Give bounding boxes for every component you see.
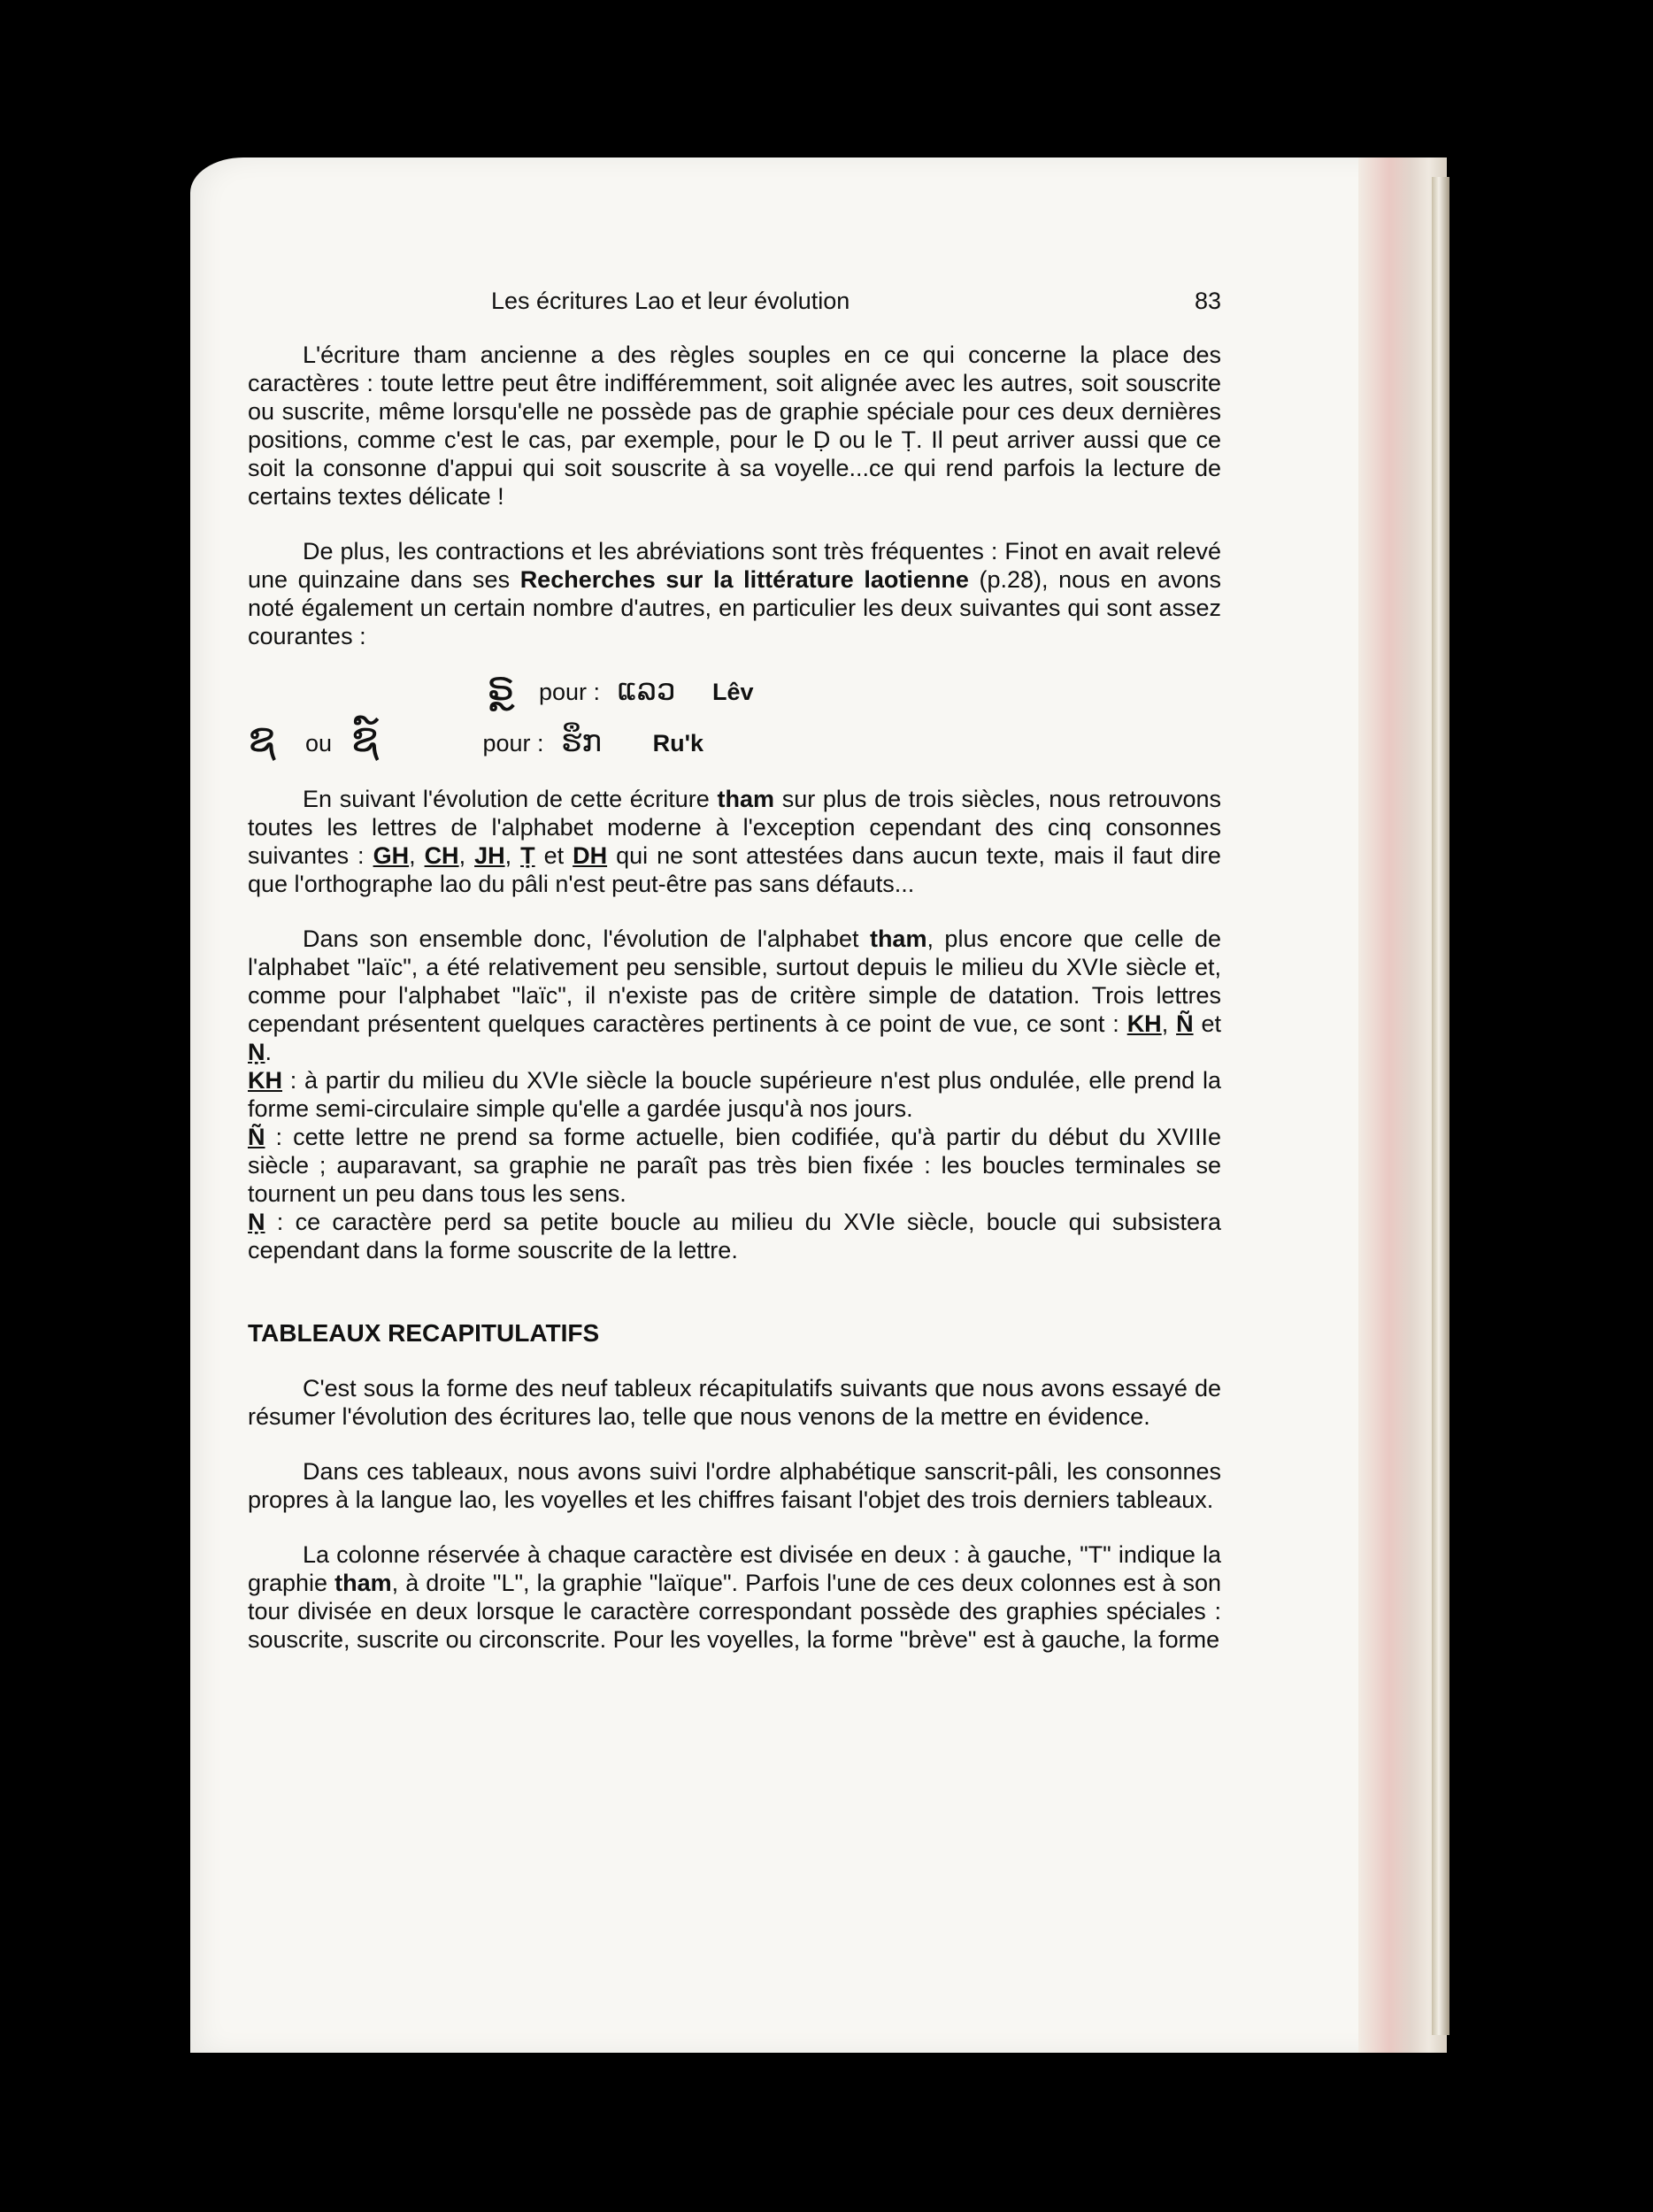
pour-label: pour : bbox=[538, 679, 601, 705]
abbreviation-glyph-alt: ຊ໌ bbox=[350, 713, 379, 761]
note-kh bbox=[248, 1066, 1221, 1123]
letter-dh: DH bbox=[573, 842, 608, 869]
running-title: Les écritures Lao et leur évolution bbox=[491, 288, 850, 314]
page-body bbox=[248, 341, 1221, 1680]
example-row-2 bbox=[248, 713, 704, 761]
full-form-glyph: ຮຶກ bbox=[561, 724, 603, 759]
paragraph-3: En suivant l'évolution de cette écriture tham sur plus de trois siècles, nous retrouvons toutes les lettres de l'alphabet moderne à l'exception cependant des cinq consonnes suivantes : GH, CH, JH, Ṭ et DH qui ne sont attestées dans aucun texte, mais il faut dire que l'orthographe lao du pâli n'est peut-être pas sans défauts... bbox=[248, 786, 1222, 897]
note-ny bbox=[248, 1123, 1221, 1208]
example-row-1 bbox=[487, 662, 754, 710]
paragraph-2-text-end: (p.28), nous en avons noté également un certain nombre d'autres, en particulier les deux suivantes qui sont assez courantes : bbox=[248, 566, 1221, 649]
book-title: Recherches sur la littérature laotienne bbox=[519, 566, 969, 593]
abbreviation-examples bbox=[248, 662, 1221, 778]
term-tham: tham bbox=[334, 1570, 392, 1596]
text: et bbox=[1193, 1010, 1221, 1037]
letter-kh: KH bbox=[1126, 1010, 1162, 1037]
note-label: Ṇ bbox=[248, 1209, 265, 1235]
text: sur plus de trois siècles, nous retrouvons toutes les lettres de l'alphabet moderne à l'exception cependant des cinq consonnes suivantes : bbox=[248, 786, 1222, 869]
abbreviation-glyph: ຊ bbox=[248, 713, 276, 761]
note-text: : ce caractère perd sa petite boucle au milieu du XVIe siècle, boucle qui subsistera cependant dans la forme souscrite de la lettre. bbox=[248, 1209, 1221, 1263]
term-tham: tham bbox=[869, 926, 927, 952]
note-label: Ñ bbox=[248, 1124, 265, 1150]
paragraph-6: Dans ces tableaux, nous avons suivi l'ordre alphabétique sanscrit-pâli, les consonnes propres à la langue lao, les voyelles et les chiffres faisant l'objet des trois derniers tableaux. bbox=[248, 1458, 1221, 1513]
note-text: : cette lettre ne prend sa forme actuelle, bien codifiée, qu'à partir du début du XVIIIe siècle ; auparavant, sa graphie ne paraît pas très bien fixée : les boucles terminales se tournent un peu dans tous les sens. bbox=[248, 1124, 1221, 1207]
page-number: 83 bbox=[1194, 288, 1221, 314]
text: , à droite "L", la graphie "laïque". Parfois l'une de ces deux colonnes est à son tour divisée en deux lorsque le caractère correspondant possède des graphies spéciales : souscrite, suscrite ou circonscrite. Pour les voyelles, la forme "brève" est à gauche, la forme bbox=[248, 1570, 1221, 1653]
full-form-glyph: ແລວ bbox=[617, 672, 676, 708]
note-text: : à partir du milieu du XVIe siècle la boucle supérieure n'est plus ondulée, elle prend la forme semi-circulaire simple qu'elle a gardée jusqu'à nos jours. bbox=[248, 1067, 1221, 1122]
text: qui ne sont attestées dans aucun texte, mais il faut dire que l'orthographe lao du pâli n'est peut-être pas sans défauts... bbox=[248, 842, 1221, 897]
paragraph-2 bbox=[248, 537, 1221, 650]
letter-ny: Ñ bbox=[1176, 1010, 1194, 1037]
paragraph-2-text: De plus, les contractions et les abréviations sont très fréquentes : Finot en avait relevé une quinzaine dans ses bbox=[248, 538, 1221, 593]
note-label: KH bbox=[248, 1067, 282, 1094]
note-n bbox=[248, 1208, 1221, 1264]
page-header bbox=[248, 288, 1221, 323]
book-cover-edge bbox=[1432, 177, 1449, 2035]
text: et bbox=[534, 842, 573, 869]
letter-gh: GH bbox=[373, 842, 410, 869]
text: , plus encore que celle de l'alphabet "laïc", a été relativement peu sensible, surtout depuis le milieu du XVIe siècle et, comme pour l'alphabet "laïc", il n'existe pas de critère simple de datation. Trois lettres cependant présentent quelques caractères pertinents à ce point de vue, ce sont : bbox=[248, 926, 1221, 1037]
letter-jh: JH bbox=[474, 842, 505, 869]
text: En suivant l'évolution de cette écriture bbox=[303, 786, 718, 812]
paragraph-4: Dans son ensemble donc, l'évolution de l'alphabet tham, plus encore que celle de l'alphabet "laïc", a été relativement peu sensible, surtout depuis le milieu du XVIe siècle et, comme pour l'alphabet "laïc", il n'existe pas de critère simple de datation. Trois lettres cependant présentent quelques caractères pertinents à ce point de vue, ce sont : KH, Ñ et Ṇ. bbox=[248, 926, 1221, 1065]
letter-t: Ṭ bbox=[520, 842, 535, 869]
paragraph-5: C'est sous la forme des neuf tableux récapitulatifs suivants que nous avons essayé de résumer l'évolution des écritures lao, telle que nous venons de la mettre en évidence. bbox=[248, 1375, 1221, 1430]
ou-label: ou bbox=[304, 730, 333, 757]
text: Dans son ensemble donc, l'évolution de l'alphabet bbox=[303, 926, 870, 952]
section-heading: TABLEAUX RECAPITULATIFS bbox=[248, 1319, 600, 1347]
paragraph-1: L'écriture tham ancienne a des règles souples en ce qui concerne la place des caractères : toute lettre peut être indifféremment, soit alignée avec les autres, soit souscrite ou suscrite, même lorsqu'elle ne possède pas de graphie spéciale pour ces deux dernières positions, comme c'est le cas, par exemple, pour le Ḍ ou le Ṭ. Il peut arriver aussi que ce soit la consonne d'appui qui soit souscrite à sa voyelle...ce qui rend parfois la lecture de certains textes délicate ! bbox=[248, 342, 1221, 510]
transliteration: Ru'k bbox=[652, 730, 704, 757]
text: . bbox=[265, 1039, 273, 1065]
letter-ch: CH bbox=[424, 842, 459, 869]
pour-label: pour : bbox=[482, 730, 544, 757]
paragraph-7 bbox=[248, 1540, 1221, 1654]
transliteration: Lêv bbox=[711, 679, 754, 705]
text: La colonne réservée à chaque caractère est divisée en deux : à gauche, "T" indique la graphie bbox=[248, 1541, 1221, 1596]
abbreviation-glyph: ຣຼ bbox=[487, 662, 515, 710]
letter-n: Ṇ bbox=[248, 1039, 265, 1065]
term-tham: tham bbox=[717, 786, 775, 812]
